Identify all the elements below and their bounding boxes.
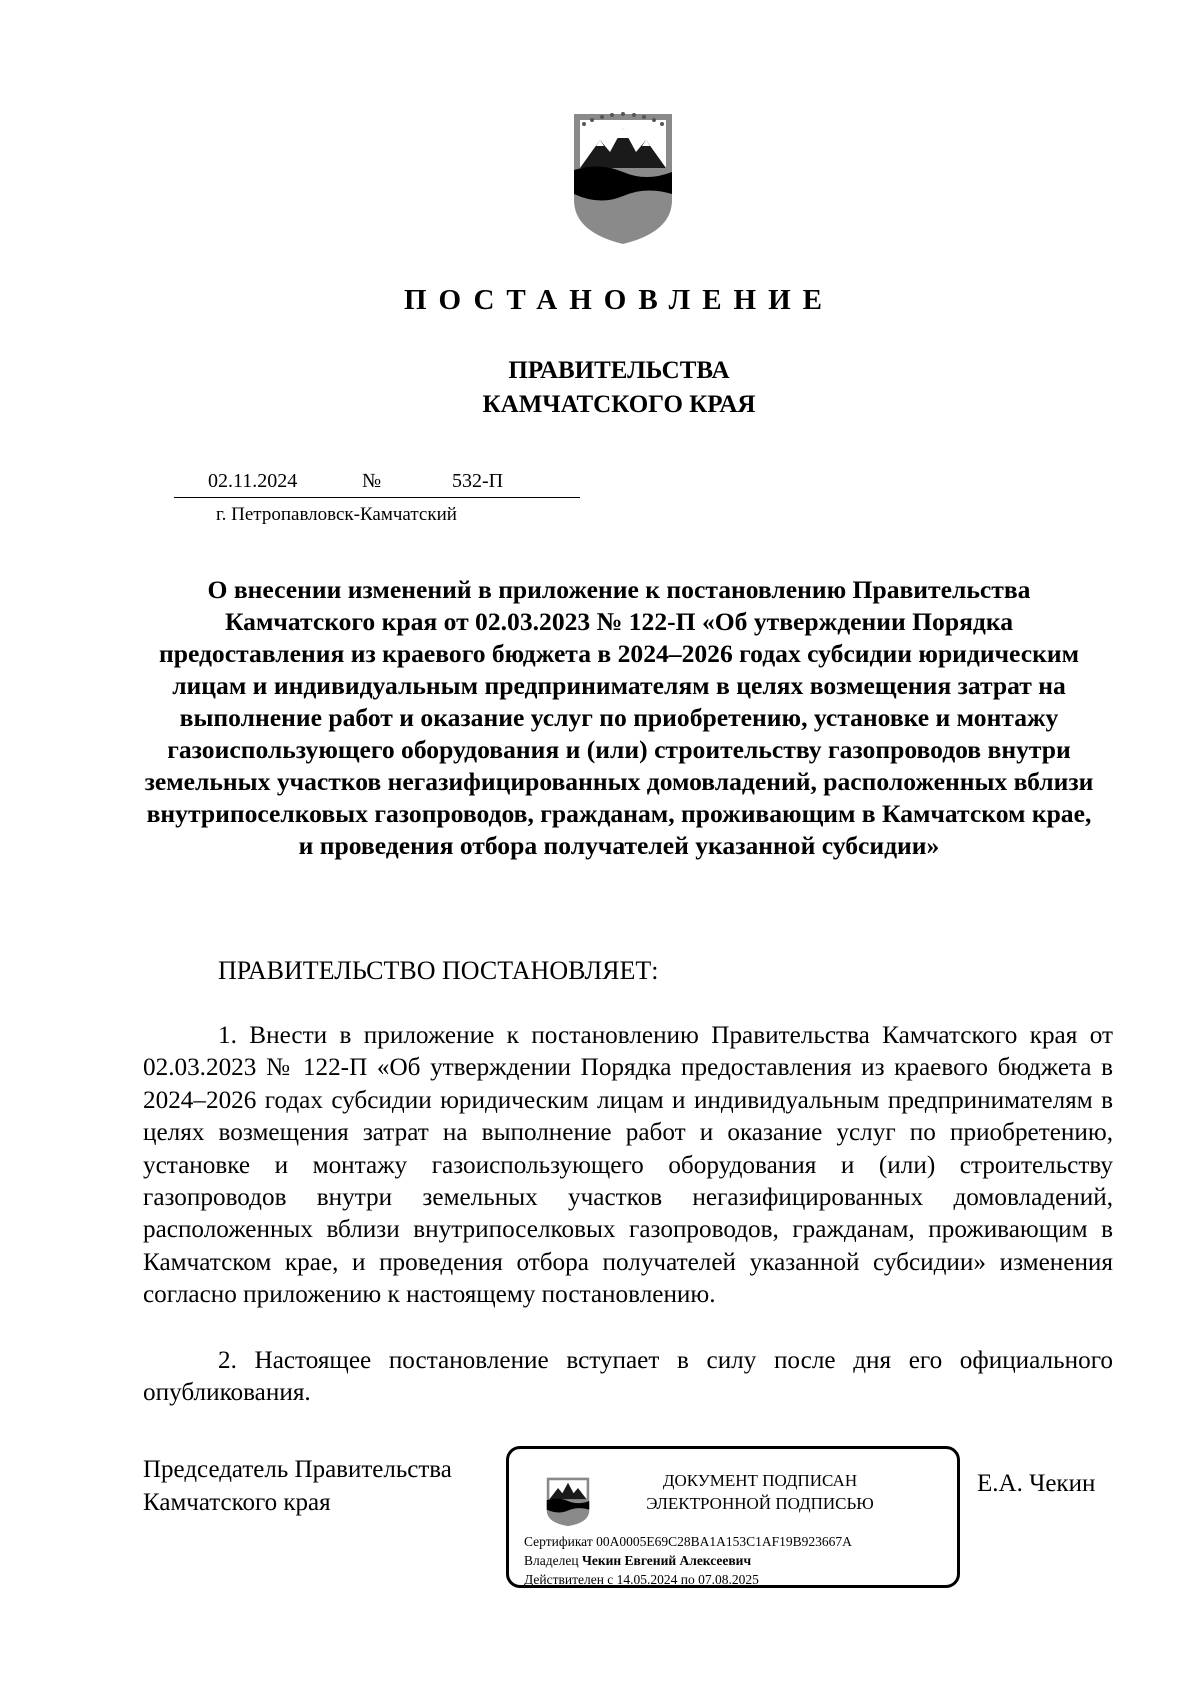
- valid-from: 14.05.2024: [616, 1572, 678, 1587]
- stamp-heading-line-2: ЭЛЕКТРОННОЙ ПОДПИСЬЮ: [646, 1494, 874, 1513]
- owner-value: Чекин Евгений Алексеевич: [581, 1553, 752, 1568]
- stamp-certificate: [524, 1534, 852, 1550]
- document-type: ПОСТАНОВЛЕНИЕ: [403, 284, 834, 316]
- owner-label: Владелец: [524, 1553, 579, 1568]
- stamp-owner: [524, 1553, 751, 1569]
- valid-to: 07.08.2025: [698, 1572, 759, 1587]
- stamp-validity: [524, 1572, 759, 1588]
- stamp-heading-line-1: ДОКУМЕНТ ПОДПИСАН: [662, 1471, 858, 1490]
- cert-value: 00A0005E69C28BA1A153C1AF19B923667A: [596, 1534, 852, 1549]
- stamp-heading: [605, 1469, 915, 1515]
- kamchatka-coat-of-arms-icon: [570, 108, 676, 248]
- issuer-line-2: КАМЧАТСКОГО КРАЯ: [482, 391, 756, 418]
- decree-heading: ПРАВИТЕЛЬСТВО ПОСТАНОВЛЯЕТ:: [218, 956, 659, 985]
- date-number-line: [174, 469, 580, 498]
- issuer-line-1: ПРАВИТЕЛЬСТВА: [508, 357, 730, 384]
- valid-label: Действителен с: [524, 1572, 614, 1587]
- document-number: 532-П: [452, 470, 504, 492]
- paragraph-2: 2. Настоящее постановление вступает в силу после дня его официального опубликования.: [143, 1347, 1113, 1407]
- signer-position-line-1: Председатель Правительства: [143, 1456, 452, 1483]
- document-title: О внесении изменений в приложение к постановлению Правительства Камчатского края от 02.03.2023 № 122-П «Об утверждении Порядка предоставления из краевого бюджета в 2024–2026 годах субсидии юридическим лицам и индивидуальным предпринимателям в целях возмещения затрат на выполнение работ и оказание услуг по приобретению, установке и монтажу газоиспользующего оборудования и (или) строительству газопроводов внутри земельных участков негазифицированных домовладений, расположенных вблизи внутрипоселковых газопроводов, гражданам, проживающим в Камчатском крае, и проведения отбора получателей указанной субсидии»: [144, 575, 1094, 860]
- issuer: [0, 354, 1200, 422]
- signer-position: [143, 1453, 452, 1519]
- cert-label: Сертификат: [524, 1534, 593, 1549]
- document-date: 02.11.2024: [208, 470, 298, 492]
- city: г. Петропавловск-Камчатский: [216, 504, 457, 525]
- signer-position-line-2: Камчатского края: [143, 1489, 331, 1516]
- number-sign: №: [362, 470, 382, 492]
- paragraph-1: 1. Внести в приложение к постановлению Правительства Камчатского края от 02.03.2023 № 122-П «Об утверждении Порядка предоставления из краевого бюджета в 2024–2026 годах субсидии юридическим лицам и индивидуальным предпринимателям в целях возмещения затрат на выполнение работ и оказание услуг по приобретению, установке и монтажу газоиспользующего оборудования и (или) строительству газопроводов внутри земельных участков негазифицированных домовладений, расположенных вблизи внутрипоселковых газопроводов, гражданам, проживающим в Камчатском крае, и проведения отбора получателей указанной субсидии» изменения согласно приложению к настоящему постановлению.: [143, 1022, 1113, 1309]
- stamp-emblem-icon: [545, 1475, 591, 1527]
- signer-name: Е.А. Чекин: [977, 1470, 1096, 1497]
- e-signature-stamp: [506, 1446, 960, 1588]
- valid-to-label: по: [680, 1572, 695, 1587]
